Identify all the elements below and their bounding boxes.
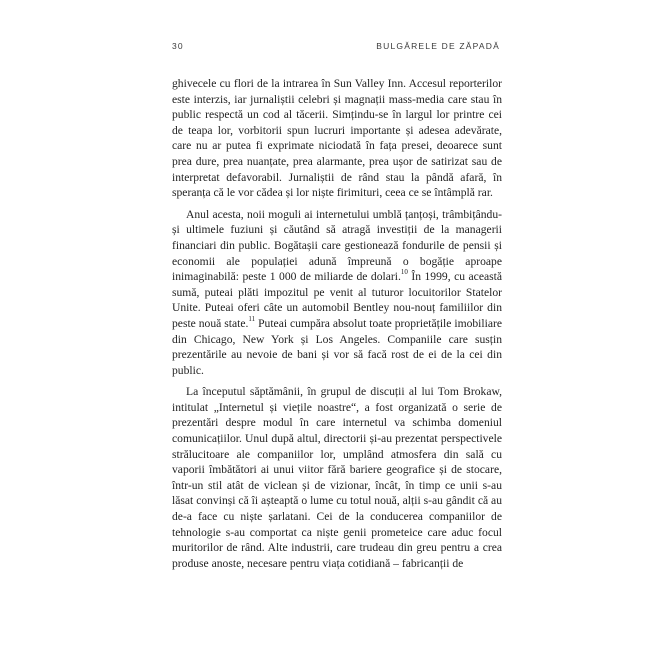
paragraph-2-part-1: Anul acesta, noii moguli ai internetului umblă țanțoși, trâmbițându-și ultimele fuziuni și căutând să atragă investiții de la managerii financiari din public. Bogătașii care gestionează fondurile de pensii și economii ale populației adună împreună o bogăție aproape inimaginabilă: peste 1 000 de miliarde de dolari. (172, 207, 502, 284)
footnote-ref-10[interactable]: 10 (400, 268, 408, 277)
paragraph-3: La începutul săptămânii, în grupul de discuții al lui Tom Brokaw, intitulat „Internetul și viețile noastre“, a fost organizată o serie de prezentări despre modul în care internetul va schimba domeniul comunicațiilor. Unul după altul, directorii și-au prezentat perspectivele strălucitoare ale companiilor lor, umplând atmosfera din sală cu vaporii îmbătători ai unui viitor fără bariere geografice și de stocare, într-un stil atât de viclean și de vizionar, încât, în timp ce unii s-au lăsat convinși că îi așteaptă o lume cu totul nouă, alții s-au gândit că au de-a face cu niște șarlatani. Cei de la conducerea companiilor de tehnologie s-au comportat ca niște genii prometeice care aduc focul muritorilor de rând. Alte industrii, care trudeau din greu pentru a crea produse anoste, necesare pentru viața cotidiană – fabricanții de (172, 385, 502, 570)
paragraph-2 (172, 207, 502, 379)
footnote-ref-11[interactable]: 11 (248, 315, 256, 324)
page-number: 30 (172, 41, 184, 51)
paragraph-2-part-2: În 1999, cu această sumă, puteai plăti impozitul pe venit al tuturor locuitorilor Statelor Unite. Puteai oferi câte un automobil Bentley nou-nouț familiilor din peste nouă state. (172, 270, 502, 330)
running-title: BULGĂRELE DE ZĂPADĂ (376, 41, 500, 51)
body-text (172, 76, 502, 571)
running-header (172, 41, 500, 55)
paragraph-2-part-3: Puteai cumpăra absolut toate proprietățile imobiliare din Chicago, New York și Los Angeles. Companiile care susțin prezentările au nevoie de bani și vor să facă rost de ei de la cei din public. (172, 316, 502, 377)
paragraph-1: ghivecele cu flori de la intrarea în Sun Valley Inn. Accesul reporterilor este interzis, iar jurnaliștii celebri și magnații mass-media care stau în public respectă un cod al tăcerii. Simțindu-se în largul lor printre cei de teapa lor, vorbitorii spun lucruri importante și adesea adevărate, care nu ar putea fi exprimate niciodată în fața presei, deoarece sunt prea dure, prea nuanțate, prea alarmante, prea ușor de satirizat sau de interpretat defavorabil. Jurnaliștii de rând stau la pândă afară, în speranța că le vor cădea și lor niște firimituri, ceea ce se întâmplă rar. (172, 77, 502, 200)
